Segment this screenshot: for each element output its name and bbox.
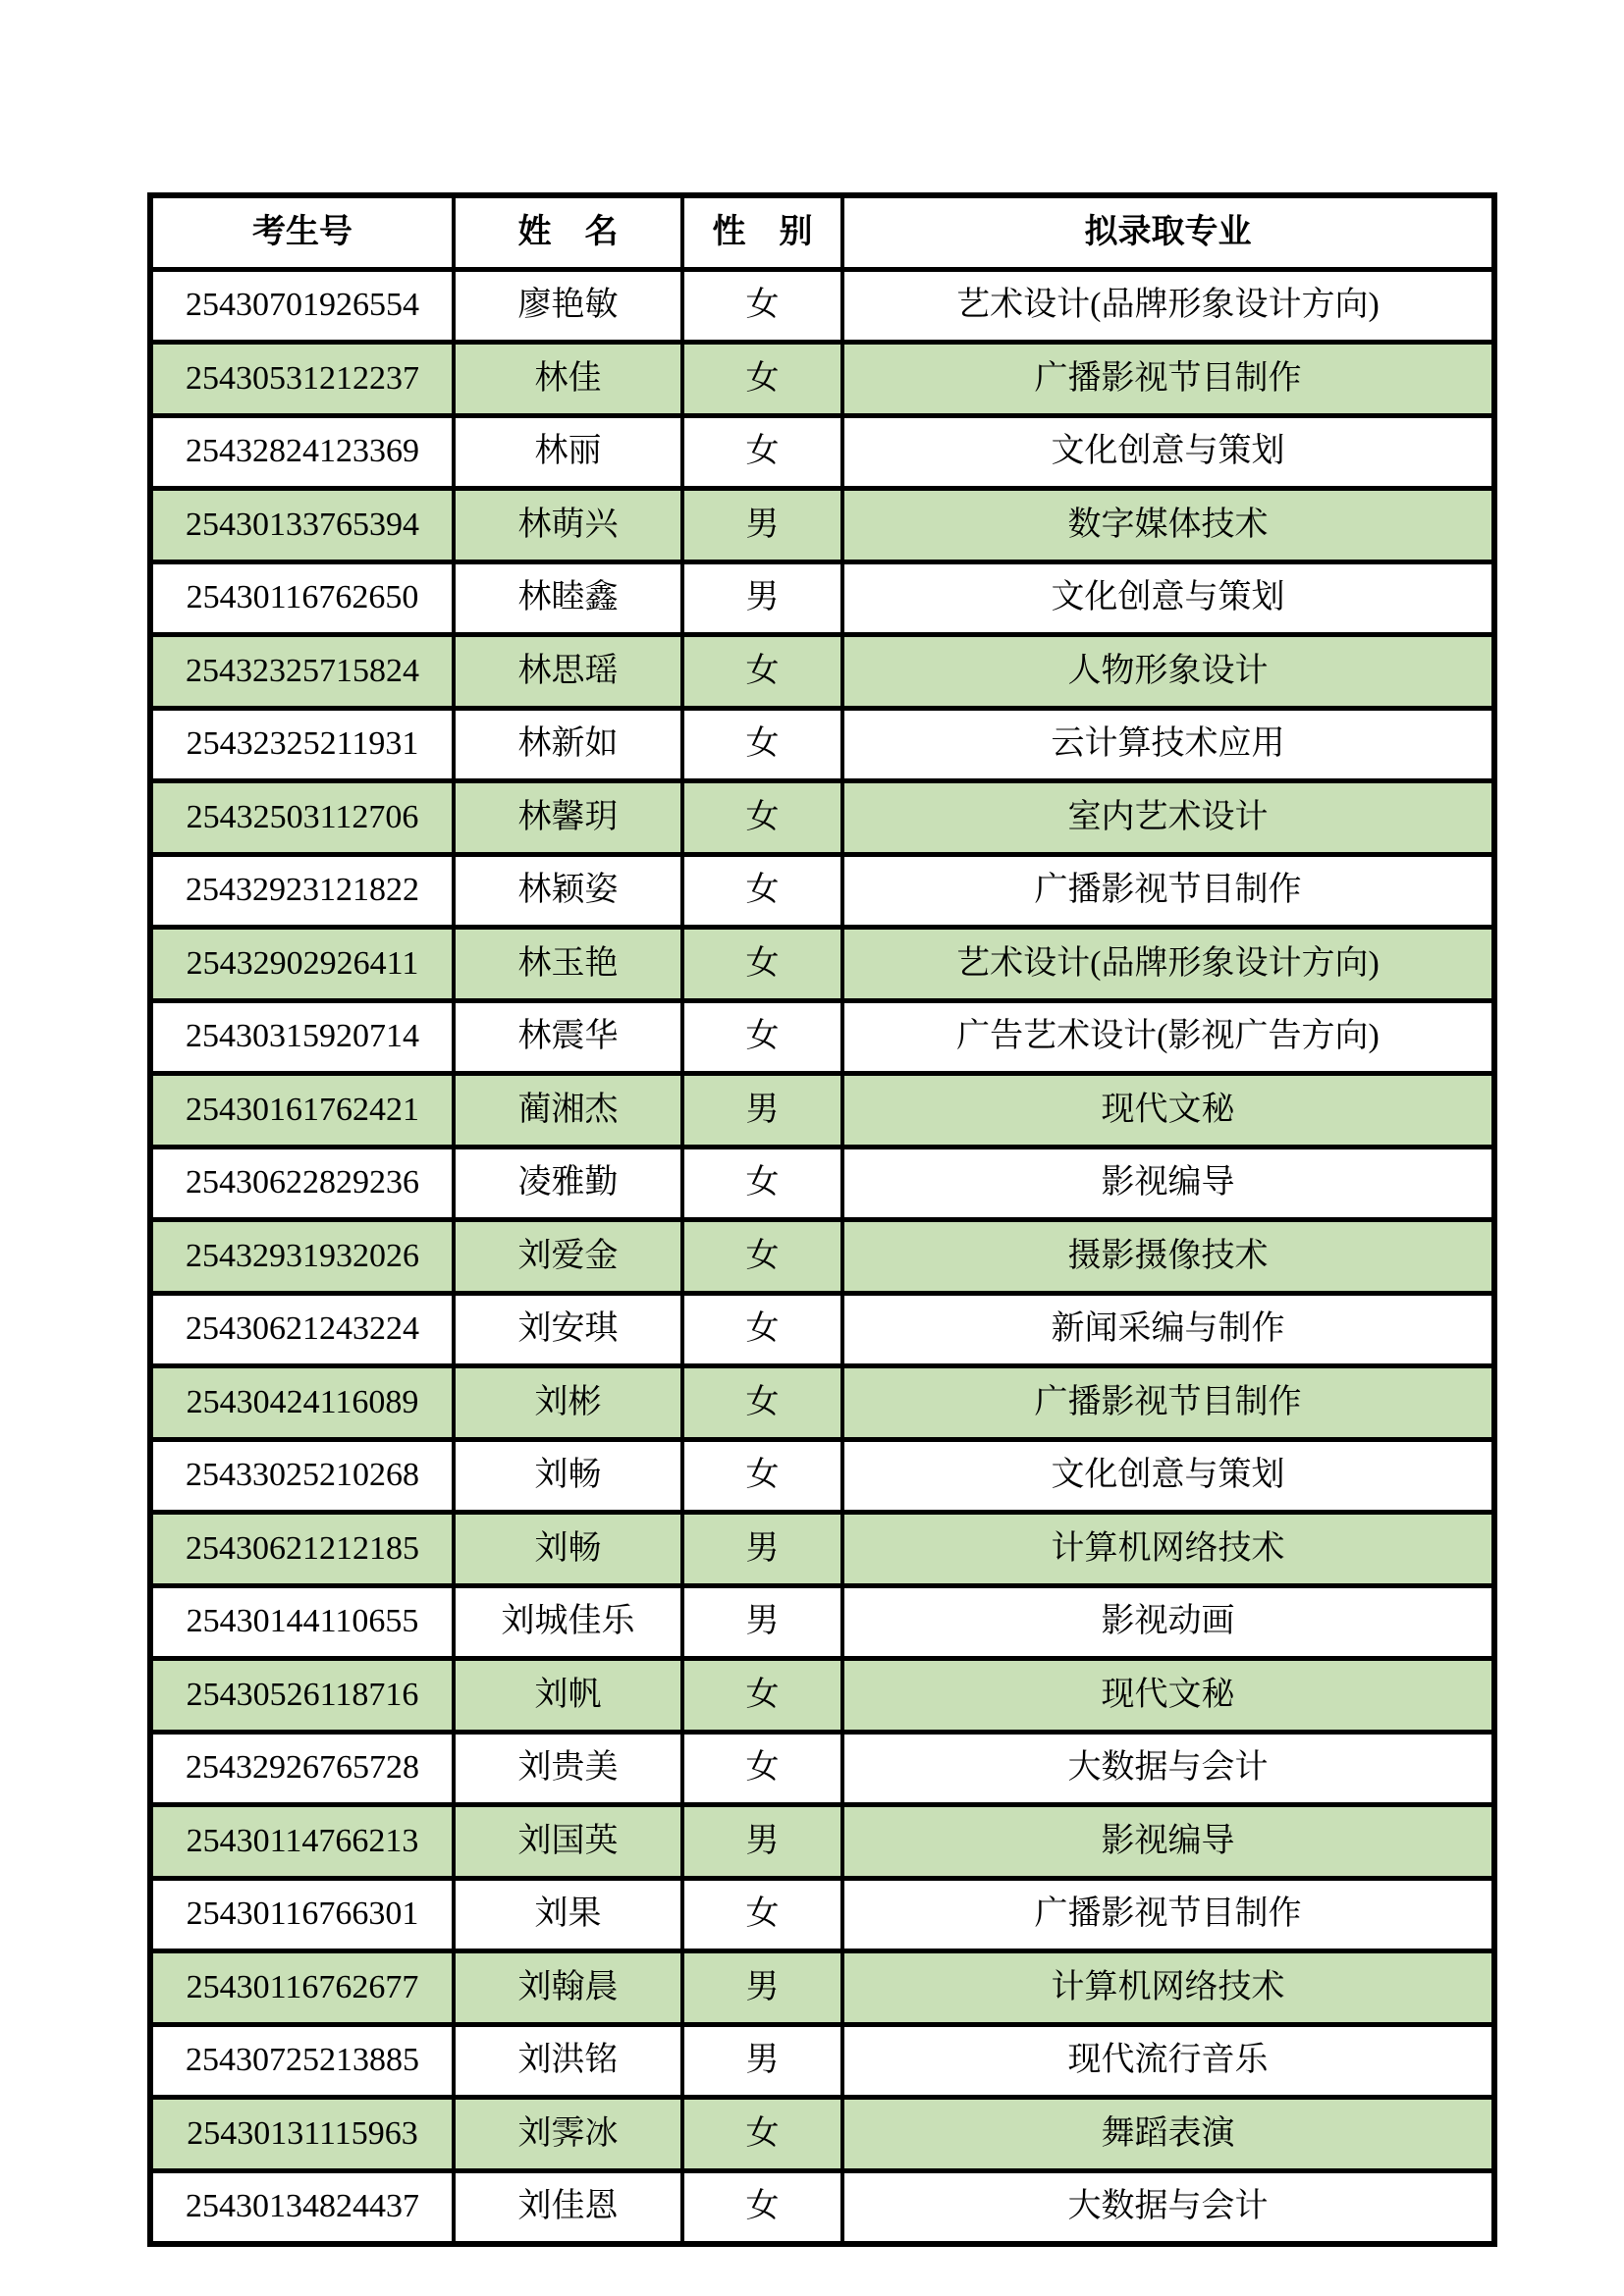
cell-id: 25430701926554: [150, 269, 454, 343]
cell-gender: 女: [682, 2098, 842, 2171]
table-row: [150, 2098, 1494, 2171]
cell-id: 25430621243224: [150, 1293, 454, 1366]
cell-major: 文化创意与策划: [842, 415, 1494, 489]
cell-major: 艺术设计(品牌形象设计方向): [842, 928, 1494, 1001]
cell-id: 25432902926411: [150, 928, 454, 1001]
cell-name: 刘洪铭: [454, 2024, 682, 2098]
table-row: [150, 2170, 1494, 2244]
admission-table: [147, 192, 1497, 2247]
cell-id: 25430621212185: [150, 1513, 454, 1586]
cell-major: 室内艺术设计: [842, 781, 1494, 855]
cell-major: 人物形象设计: [842, 635, 1494, 709]
cell-name: 林颖姿: [454, 854, 682, 928]
cell-gender: 男: [682, 561, 842, 635]
cell-gender: 男: [682, 1513, 842, 1586]
cell-gender: 女: [682, 2170, 842, 2244]
cell-gender: 男: [682, 1805, 842, 1879]
cell-major: 文化创意与策划: [842, 1439, 1494, 1513]
cell-id: 25432923121822: [150, 854, 454, 928]
table-row: [150, 854, 1494, 928]
cell-name: 林丽: [454, 415, 682, 489]
table-row: [150, 1000, 1494, 1074]
cell-major: 舞蹈表演: [842, 2098, 1494, 2171]
cell-gender: 女: [682, 1878, 842, 1951]
cell-name: 刘畅: [454, 1513, 682, 1586]
cell-major: 广告艺术设计(影视广告方向): [842, 1000, 1494, 1074]
cell-id: 25432325715824: [150, 635, 454, 709]
cell-gender: 男: [682, 2024, 842, 2098]
cell-name: 凌雅勤: [454, 1147, 682, 1220]
table-row: [150, 1659, 1494, 1733]
cell-id: 25430116762677: [150, 1951, 454, 2025]
table-row: [150, 1513, 1494, 1586]
cell-gender: 男: [682, 1951, 842, 2025]
cell-gender: 女: [682, 854, 842, 928]
cell-major: 影视动画: [842, 1585, 1494, 1659]
table-row: [150, 1951, 1494, 2025]
cell-major: 广播影视节目制作: [842, 854, 1494, 928]
cell-name: 蔺湘杰: [454, 1074, 682, 1148]
table-row: [150, 1293, 1494, 1366]
cell-name: 刘爱金: [454, 1220, 682, 1294]
cell-major: 现代文秘: [842, 1659, 1494, 1733]
cell-gender: 女: [682, 1732, 842, 1805]
cell-id: 25432325211931: [150, 708, 454, 781]
cell-name: 林馨玥: [454, 781, 682, 855]
cell-name: 廖艳敏: [454, 269, 682, 343]
cell-gender: 女: [682, 1293, 842, 1366]
table-row: [150, 1147, 1494, 1220]
col-header-major: 拟录取专业: [842, 195, 1494, 269]
cell-major: 大数据与会计: [842, 1732, 1494, 1805]
cell-id: 25430116762650: [150, 561, 454, 635]
table-row: [150, 1439, 1494, 1513]
cell-gender: 女: [682, 635, 842, 709]
cell-name: 林震华: [454, 1000, 682, 1074]
cell-major: 广播影视节目制作: [842, 1878, 1494, 1951]
cell-name: 刘彬: [454, 1366, 682, 1440]
cell-gender: 男: [682, 1585, 842, 1659]
cell-id: 25430161762421: [150, 1074, 454, 1148]
cell-major: 数字媒体技术: [842, 489, 1494, 562]
cell-gender: 女: [682, 1000, 842, 1074]
table-row: [150, 2024, 1494, 2098]
cell-name: 刘贵美: [454, 1732, 682, 1805]
cell-gender: 女: [682, 1220, 842, 1294]
table-row: [150, 1220, 1494, 1294]
table-row: [150, 781, 1494, 855]
table-row: [150, 269, 1494, 343]
cell-major: 计算机网络技术: [842, 1513, 1494, 1586]
cell-name: 刘国英: [454, 1805, 682, 1879]
cell-gender: 女: [682, 708, 842, 781]
col-header-candidate-id: 考生号: [150, 195, 454, 269]
cell-major: 文化创意与策划: [842, 561, 1494, 635]
cell-name: 刘帆: [454, 1659, 682, 1733]
col-header-name: 姓 名: [454, 195, 682, 269]
col-header-gender: 性 别: [682, 195, 842, 269]
cell-major: 新闻采编与制作: [842, 1293, 1494, 1366]
cell-major: 广播影视节目制作: [842, 1366, 1494, 1440]
cell-id: 25430622829236: [150, 1147, 454, 1220]
table-row: [150, 928, 1494, 1001]
cell-id: 25430315920714: [150, 1000, 454, 1074]
cell-id: 25432503112706: [150, 781, 454, 855]
cell-major: 摄影摄像技术: [842, 1220, 1494, 1294]
cell-gender: 女: [682, 1366, 842, 1440]
table-row: [150, 1732, 1494, 1805]
cell-major: 大数据与会计: [842, 2170, 1494, 2244]
table-row: [150, 561, 1494, 635]
cell-name: 林佳: [454, 343, 682, 416]
table-row: [150, 1585, 1494, 1659]
table-row: [150, 489, 1494, 562]
table-row: [150, 415, 1494, 489]
cell-id: 25430134824437: [150, 2170, 454, 2244]
cell-gender: 女: [682, 928, 842, 1001]
cell-gender: 女: [682, 1659, 842, 1733]
cell-id: 25430531212237: [150, 343, 454, 416]
cell-id: 25433025210268: [150, 1439, 454, 1513]
cell-major: 计算机网络技术: [842, 1951, 1494, 2025]
cell-gender: 女: [682, 1147, 842, 1220]
cell-name: 林思瑶: [454, 635, 682, 709]
table-row: [150, 1805, 1494, 1879]
cell-id: 25432824123369: [150, 415, 454, 489]
cell-name: 林玉艳: [454, 928, 682, 1001]
cell-id: 25430116766301: [150, 1878, 454, 1951]
cell-major: 广播影视节目制作: [842, 343, 1494, 416]
cell-name: 刘翰晨: [454, 1951, 682, 2025]
cell-gender: 女: [682, 269, 842, 343]
cell-name: 刘畅: [454, 1439, 682, 1513]
cell-name: 刘安琪: [454, 1293, 682, 1366]
table-header-row: [150, 195, 1494, 269]
cell-id: 25430131115963: [150, 2098, 454, 2171]
cell-major: 云计算技术应用: [842, 708, 1494, 781]
cell-id: 25430424116089: [150, 1366, 454, 1440]
table-row: [150, 343, 1494, 416]
table-row: [150, 1366, 1494, 1440]
cell-name: 刘霁冰: [454, 2098, 682, 2171]
cell-major: 现代文秘: [842, 1074, 1494, 1148]
cell-id: 25430114766213: [150, 1805, 454, 1879]
cell-name: 林睦鑫: [454, 561, 682, 635]
table-row: [150, 708, 1494, 781]
cell-gender: 女: [682, 415, 842, 489]
cell-name: 刘果: [454, 1878, 682, 1951]
cell-gender: 女: [682, 781, 842, 855]
table-row: [150, 635, 1494, 709]
table-row: [150, 1878, 1494, 1951]
cell-gender: 女: [682, 1439, 842, 1513]
cell-gender: 男: [682, 489, 842, 562]
cell-name: 林新如: [454, 708, 682, 781]
cell-major: 影视编导: [842, 1805, 1494, 1879]
cell-id: 25432926765728: [150, 1732, 454, 1805]
cell-gender: 女: [682, 343, 842, 416]
table-body: [150, 269, 1494, 2244]
cell-id: 25430526118716: [150, 1659, 454, 1733]
cell-name: 刘城佳乐: [454, 1585, 682, 1659]
cell-id: 25430133765394: [150, 489, 454, 562]
cell-major: 艺术设计(品牌形象设计方向): [842, 269, 1494, 343]
cell-name: 林萌兴: [454, 489, 682, 562]
cell-id: 25430144110655: [150, 1585, 454, 1659]
cell-major: 影视编导: [842, 1147, 1494, 1220]
cell-major: 现代流行音乐: [842, 2024, 1494, 2098]
cell-id: 25430725213885: [150, 2024, 454, 2098]
table-row: [150, 1074, 1494, 1148]
cell-gender: 男: [682, 1074, 842, 1148]
cell-id: 25432931932026: [150, 1220, 454, 1294]
cell-name: 刘佳恩: [454, 2170, 682, 2244]
